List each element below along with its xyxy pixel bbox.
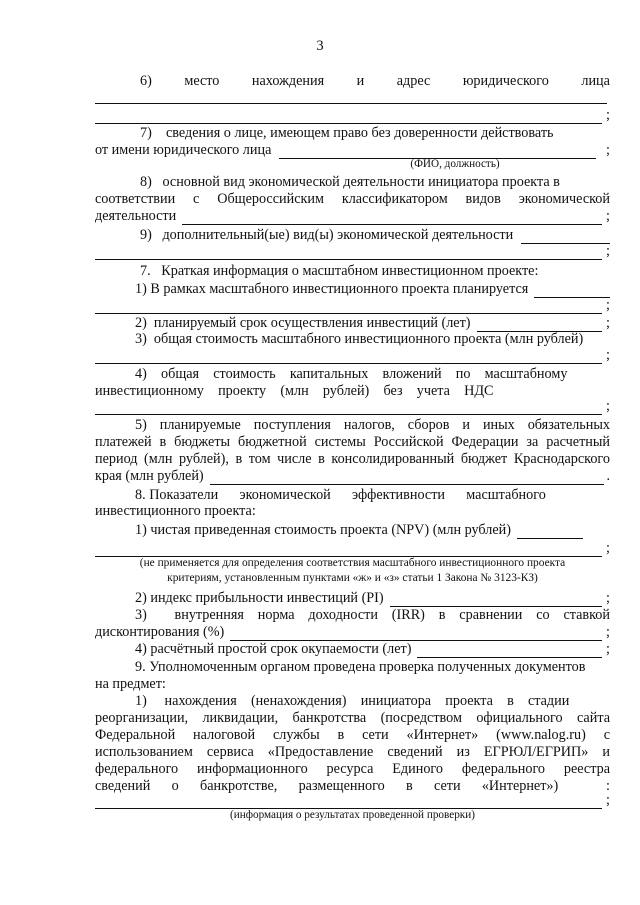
section-9-title-line2: на предмет: — [95, 676, 166, 692]
section-7-p5-line4: края (млн рублей) . — [95, 468, 610, 484]
section-9-line4: использованием сервиса «Предоставление сведений из ЕГРЮЛ/ЕГРИП» и — [95, 744, 610, 760]
note-npv-line2: критериям, установленным пунктами «ж» и «з» статьи 1 Закона № 3123-КЗ) — [167, 572, 538, 584]
blank-line — [95, 794, 602, 809]
section-7-p3-blank: ; — [95, 347, 610, 364]
item-6-heading: 6) место нахождения и адрес юридического лица — [140, 73, 610, 89]
section-8-title-line2: инвестиционного проекта: — [95, 503, 256, 519]
blank-line — [95, 542, 602, 557]
blank-line — [95, 400, 602, 415]
section-7-p4-line1: 4) общая стоимость капитальных вложений по масштабному — [135, 366, 568, 382]
caption-check-results: (информация о результатах проведенной проверки) — [230, 809, 475, 821]
item-7-line2: от имени юридического лица ; — [95, 142, 610, 158]
blank-line — [534, 283, 610, 298]
blank-line — [521, 229, 610, 244]
blank-line — [210, 470, 604, 485]
blank-line — [477, 317, 602, 332]
section-8-p3-line2: дисконтирования (%) ; — [95, 624, 610, 640]
blank-line — [182, 210, 602, 225]
item-9-line1: 9) дополнительный(ые) вид(ы) экономической деятельности — [95, 227, 610, 244]
page-number: 3 — [316, 38, 324, 54]
section-7-title: 7. Краткая информация о масштабном инвестиционном проекте: — [140, 263, 539, 279]
section-7-p5-line1: 5) планируемые поступления налогов, сборов и иных обязательных — [135, 417, 610, 433]
section-7-p5-line3: период (млн рублей), в том числе в консолидированный бюджет Краснодарского — [95, 451, 610, 467]
blank-line — [95, 103, 607, 104]
item-8-line1: 8) основной вид экономической деятельности инициатора проекта в — [140, 174, 560, 190]
section-9-line1: 1) нахождения (ненахождения) инициатора проекта в стадии — [135, 693, 570, 709]
section-7-p3: 3) общая стоимость масштабного инвестиционного проекта (млн рублей) — [135, 331, 584, 347]
caption-fio: (ФИО, должность) — [410, 158, 500, 170]
blank-line — [417, 643, 602, 658]
item-7-line1: 7) сведения о лице, имеющем право без доверенности действовать — [140, 125, 554, 141]
blank-line — [95, 245, 602, 260]
section-9-line3: Федеральной налоговой службы в сети «Интернет» (www.nalog.ru) с — [95, 727, 610, 743]
section-7-p1: 1) В рамках масштабного инвестиционного проекта планируется — [95, 281, 610, 298]
blank-line — [95, 349, 602, 364]
section-7-p4-blank: ; — [95, 398, 610, 415]
section-8-title-line1: 8. Показатели экономической эффективности масштабного — [135, 487, 546, 503]
item-8-line2: соответствии с Общероссийским классификатором видов экономической — [95, 191, 610, 207]
section-8-p1: 1) чистая приведенная стоимость проекта (NPV) (млн рублей) — [95, 522, 610, 539]
item-6-blank: ; — [95, 107, 610, 124]
section-9-title-line1: 9. Уполномоченным органом проведена проверка полученных документов — [135, 659, 586, 675]
section-9-line5: федерального информационного ресурса Единого федерального реестра — [95, 761, 610, 777]
section-8-p3-line1: 3) внутренняя норма доходности (IRR) в сравнении со ставкой — [135, 607, 610, 623]
section-7-p1-blank: ; — [95, 297, 610, 314]
blank-line — [390, 592, 602, 607]
section-8-p1-blank: ; — [95, 540, 610, 557]
section-7-p4-line2: инвестиционному проекту (млн рублей) без учета НДС — [95, 383, 494, 399]
item-9-blank: ; — [95, 243, 610, 260]
item-8-line3: деятельности ; — [95, 208, 610, 224]
section-9-line6: сведений о банкротстве, размещенного в сети «Интернет») : — [95, 778, 610, 794]
section-9-line2: реорганизации, ликвидации, банкротства (посредством официального сайта — [95, 710, 610, 726]
blank-line — [95, 299, 602, 314]
section-7-p5-line2: платежей в бюджеты бюджетной системы Российской Федерации за расчетный — [95, 434, 610, 450]
section-7-p2: 2) планируемый срок осуществления инвестиций (лет) ; — [135, 315, 610, 331]
section-9-blank: ; — [95, 792, 610, 809]
section-8-p2: 2) индекс прибыльности инвестиций (PI) ; — [135, 590, 610, 606]
section-8-p4: 4) расчётный простой срок окупаемости (лет) ; — [135, 641, 610, 657]
blank-line — [95, 109, 602, 124]
note-npv-line1: (не применяется для определения соответствия масштабного инвестиционного проекта — [139, 557, 566, 569]
blank-line — [230, 626, 602, 641]
blank-line — [517, 524, 583, 539]
